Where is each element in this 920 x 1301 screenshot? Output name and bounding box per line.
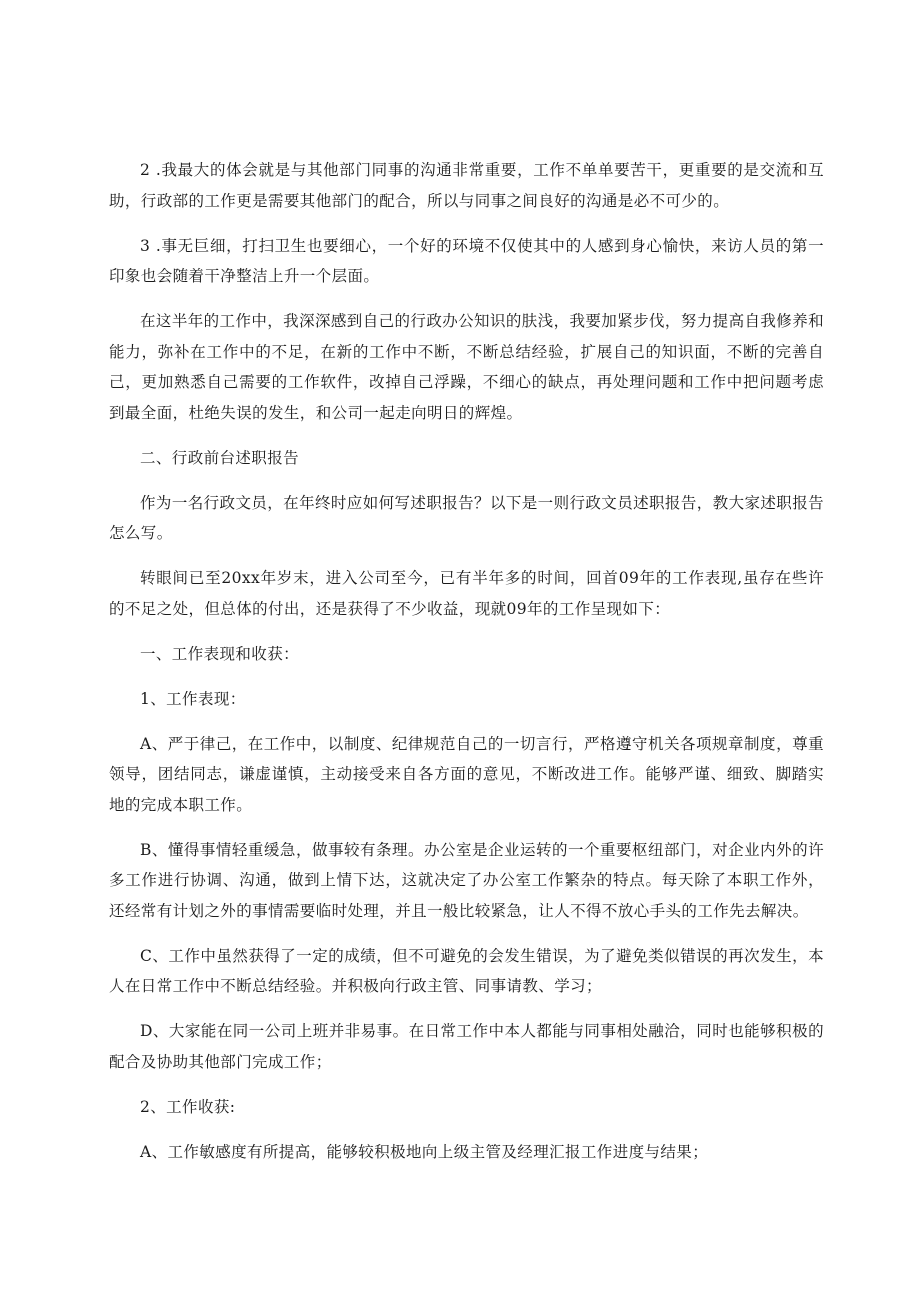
subheading: 1、工作表现： bbox=[140, 689, 246, 708]
subheading: 一、工作表现和收获： bbox=[140, 644, 300, 663]
paragraph: D、大家能在同一公司上班并非易事。在日常工作中本人都能与同事相处融洽，同时也能够积极的配合及协助其他部门完成工作； bbox=[109, 1022, 824, 1071]
paragraph: 转眼间已至20xx年岁末，进入公司至今，已有半年多的时间，回首09年的工作表现,虽存在些许的不足之处，但总体的付出，还是获得了不少收益，现就09年的工作呈现如下： bbox=[109, 569, 824, 618]
paragraph: 3 .事无巨细，打扫卫生也要细心，一个好的环境不仅使其中的人感到身心愉快，来访人员的第一印象也会随着干净整洁上升一个层面。 bbox=[109, 236, 824, 285]
paragraph: 2 .我最大的体会就是与其他部门同事的沟通非常重要，工作不单单要苦干，更重要的是交流和互助，行政部的工作更是需要其他部门的配合，所以与同事之间良好的沟通是必不可少的。 bbox=[109, 161, 824, 210]
section-heading: 二、行政前台述职报告 bbox=[140, 448, 300, 467]
paragraph: 作为一名行政文员，在年终时应如何写述职报告？以下是一则行政文员述职报告，教大家述职报告怎么写。 bbox=[109, 493, 824, 542]
document-body bbox=[109, 155, 824, 1182]
paragraph: B、懂得事情轻重缓急，做事较有条理。办公室是企业运转的一个重要枢纽部门，对企业内外的许多工作进行协调、沟通，做到上情下达，这就决定了办公室工作繁杂的特点。每天除了本职工作外，还经常有计划之外的事情需要临时处理，并且一般比较紧急，让人不得不放心手头的工作先去解决。 bbox=[109, 840, 824, 920]
subheading: 2、工作收获: bbox=[140, 1097, 236, 1116]
paragraph: C、工作中虽然获得了一定的成绩，但不可避免的会发生错误，为了避免类似错误的再次发生，本人在日常工作中不断总结经验。并积极向行政主管、同事请教、学习； bbox=[109, 946, 824, 995]
paragraph: 在这半年的工作中，我深深感到自己的行政办公知识的肤浅，我要加紧步伐，努力提高自我修养和能力，弥补在工作中的不足，在新的工作中不断，不断总结经验，扩展自己的知识面，不断的完善自己，更加熟悉自己需要的工作软件，改掉自己浮躁，不细心的缺点，再处理问题和工作中把问题考虑到最全面，杜绝失误的发生，和公司一起走向明日的辉煌。 bbox=[109, 312, 824, 422]
paragraph: A、工作敏感度有所提高，能够较积极地向上级主管及经理汇报工作进度与结果； bbox=[140, 1142, 709, 1161]
paragraph: A、严于律己，在工作中，以制度、纪律规范自己的一切言行，严格遵守机关各项规章制度，尊重领导，团结同志，谦虚谨慎，主动接受来自各方面的意见，不断改进工作。能够严谨、细致、脚踏实地的完成本职工作。 bbox=[109, 734, 824, 814]
